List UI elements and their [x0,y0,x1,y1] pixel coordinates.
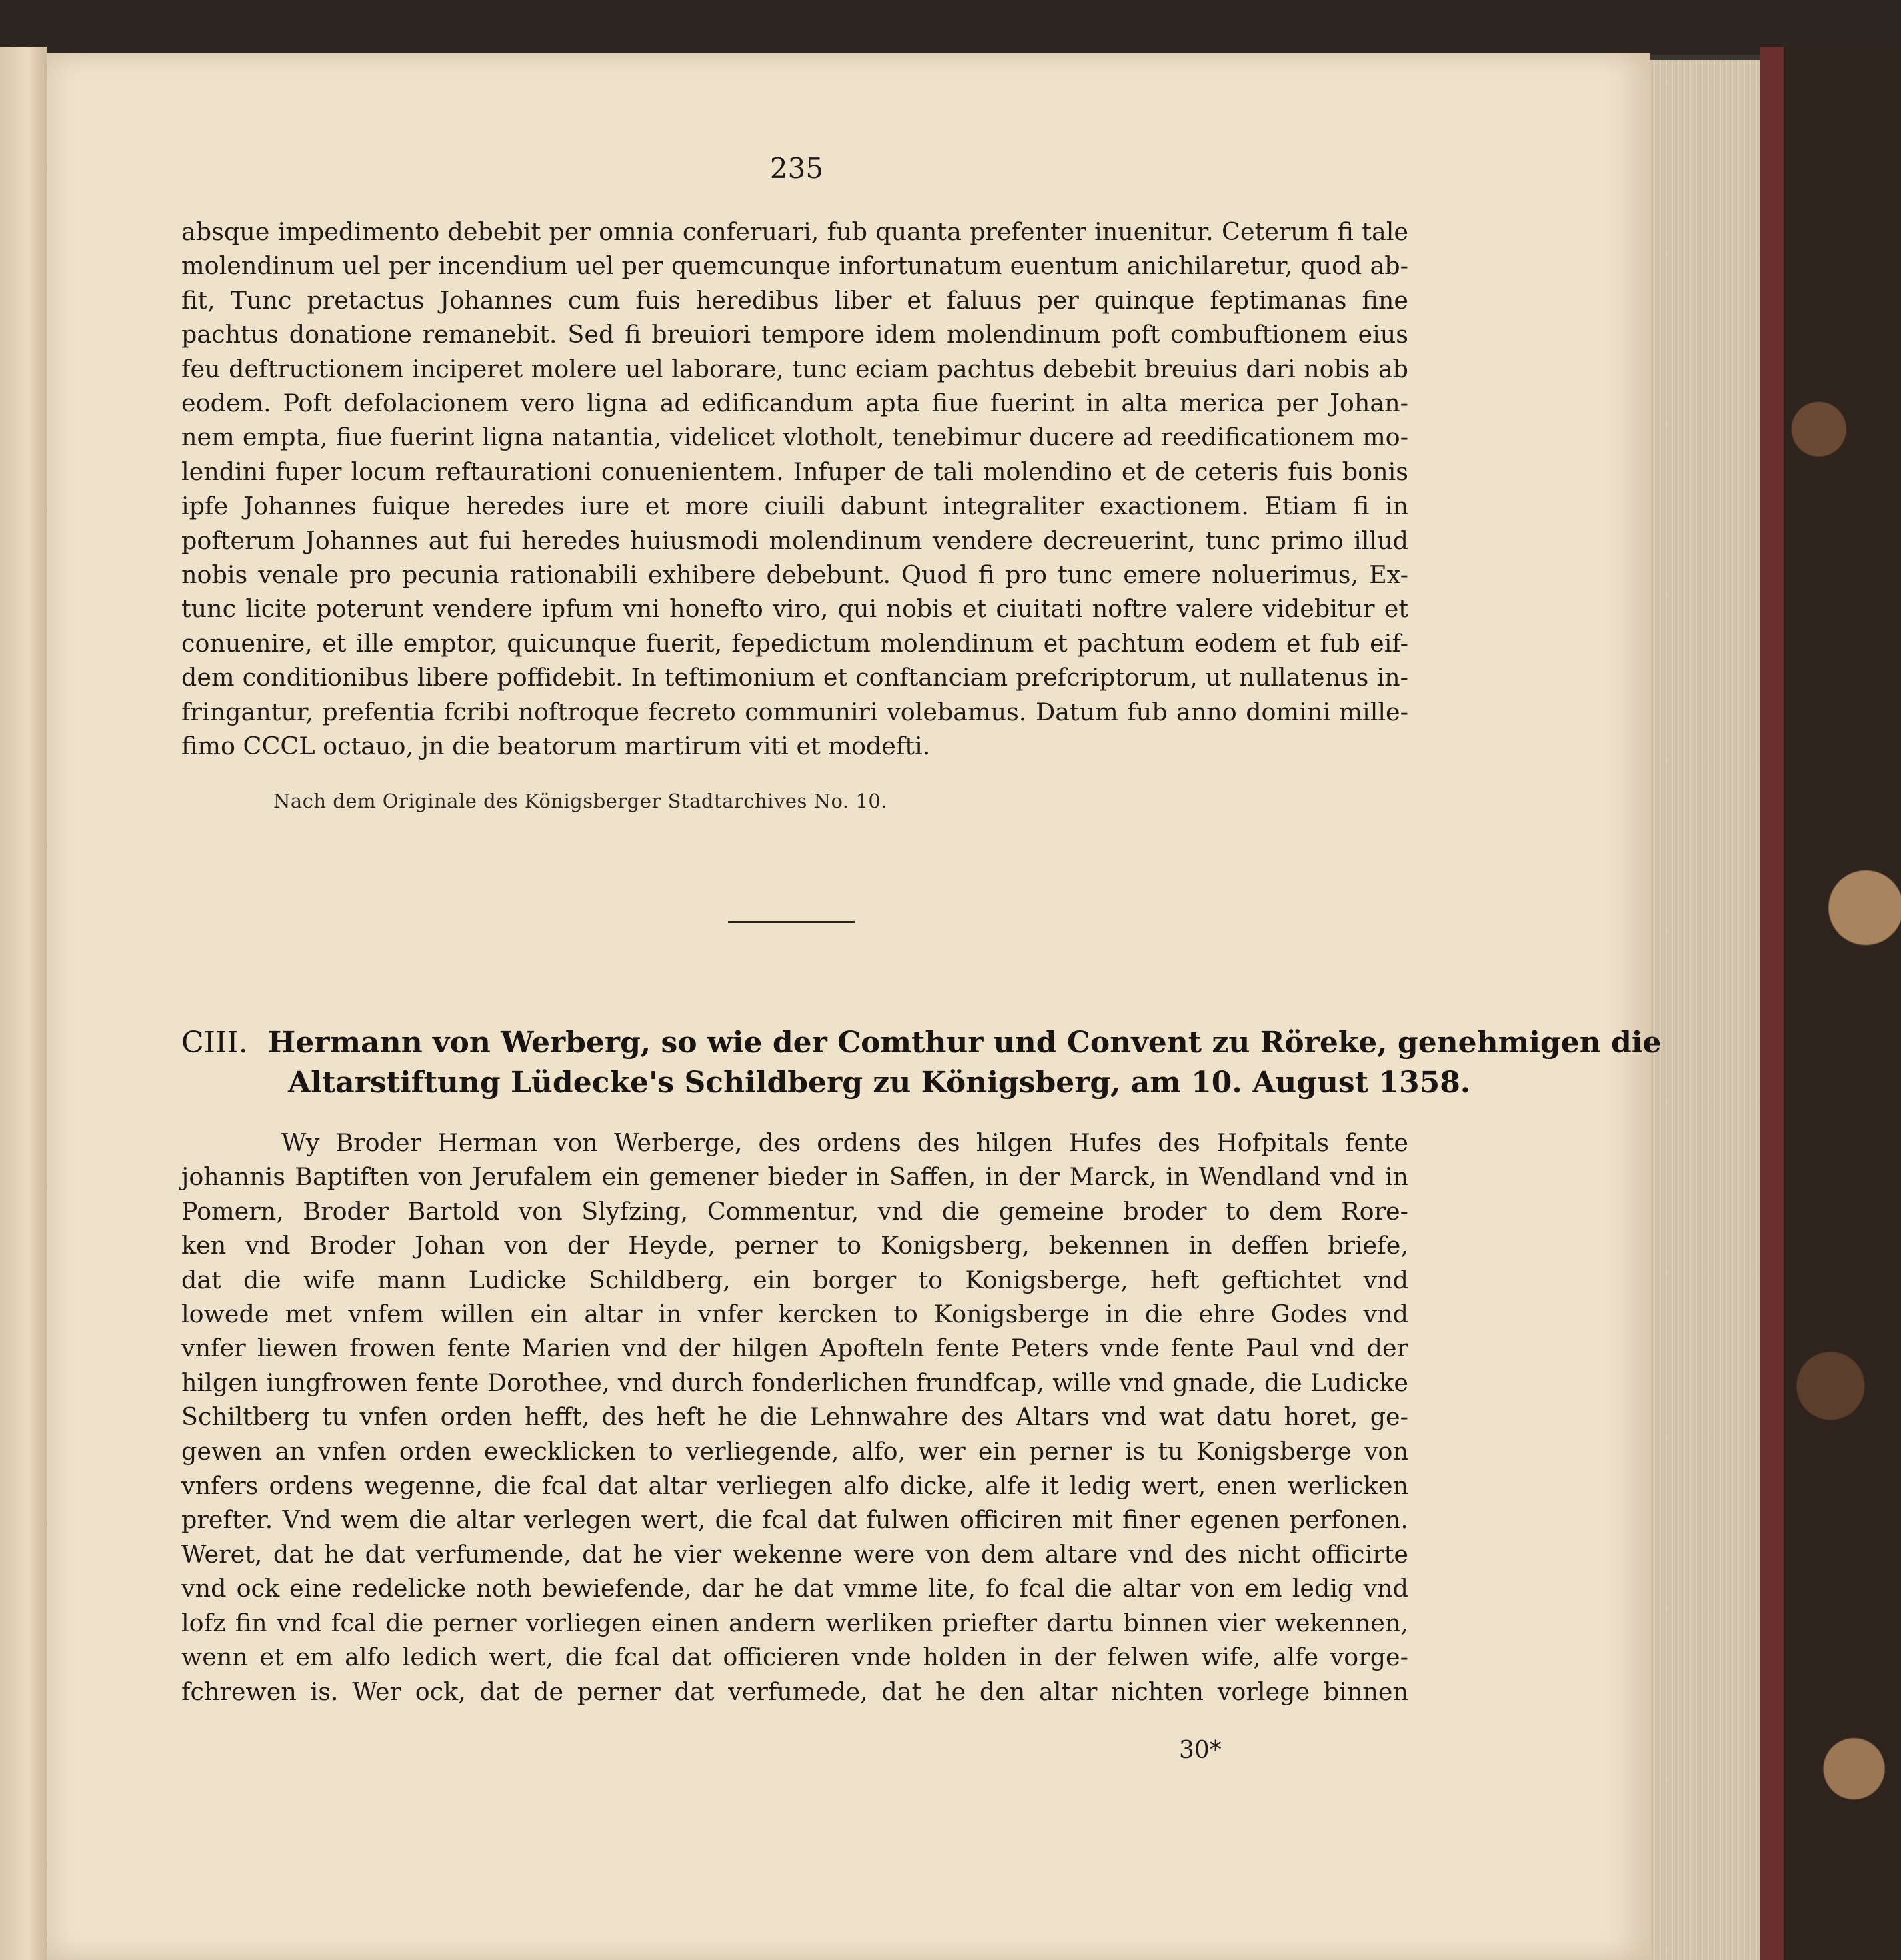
heading-text-1: Hermann von Werberg, so wie der Comthur und Convent zu Röreke, genehmigen die [267,1026,1662,1060]
signature-mark: 30* [1179,1737,1222,1764]
text-line: lofz fin vnd fcal die perner vorliegen einen andern werliken priefter dartu binnen vier wekennen, [181,1608,1408,1637]
text-line: fimo CCCL octauo, jn die beatorum martirum viti et modefti. [181,732,931,761]
text-line: fringantur, prefentia fcribi noftroque fecreto communiri volebamus. Datum fub anno domini mille- [181,697,1408,726]
text-line: vnfer liewen frowen fente Marien vnd der hilgen Apofteln fente Peters vnde fente Paul vnd der [181,1334,1408,1363]
text-line: fchrewen is. Wer ock, dat de perner dat verfumede, dat he den altar nichten vorlege binnen [181,1677,1408,1706]
page-number: 235 [769,152,824,185]
text-line: Schiltberg tu vnfen orden hefft, des heft he die Lehnwahre des Altars vnd wat datu horet, ge- [181,1402,1408,1432]
text-line: johannis Baptiften von Jerufalem ein gemener bieder in Saffen, in der Marck, in Wendland vnd in [181,1162,1408,1192]
text-line: vnd ock eine redelicke noth bewiefende, dar he dat vmme lite, fo fcal die altar von em ledig vnd [181,1574,1408,1603]
text-line: fit, Tunc pretactus Johannes cum fuis heredibus liber et faluus per quinque feptimanas fine [181,285,1408,315]
left-page-edge [0,47,47,1960]
text-line: prefter. Vnd wem die altar verlegen wert, die fcal dat fulwen officiren mit finer egenen perfonen. [181,1505,1408,1535]
source-note: Nach dem Originale des Königsberger Stadtarchives No. 10. [273,790,887,812]
text-line: molendinum uel per incendium uel per quemcunque infortunatum euentum anichilaretur, quod ab- [181,251,1408,281]
text-line: dat die wife mann Ludicke Schildberg, ein borger to Konigsberge, heft geftichtet vnd [181,1265,1408,1294]
text-line: dem conditionibus libere poffidebit. In teftimonium et conftanciam prefcriptorum, ut nullatenus in- [181,663,1408,692]
heading-line-1 [181,1023,1662,1063]
text-line: lowede met vnfem willen ein altar in vnfer kercken to Konigsberge in die ehre Godes vnd [181,1300,1408,1329]
text-line: gewen an vnfen orden ewecklicken to verliegende, alfo, wer ein perner is tu Konigsberge von [181,1436,1408,1466]
text-line: Wy Broder Herman von Werberge, des ordens des hilgen Hufes des Hofpitals fente [281,1128,1408,1157]
marbled-cover [1784,47,1901,1960]
text-line: pachtus donatione remanebit. Sed fi breuiori tempore idem molendinum poft combuftionem eius [181,320,1408,349]
text-line: wenn et em alfo ledich wert, die fcal dat officieren vnde holden in der felwen wife, alfe vorge- [181,1643,1408,1672]
text-line: lendini fuper locum reftaurationi conuenientem. Infuper de tali molendino et de ceteris fuis bonis [181,457,1408,486]
text-line: absque impedimento debebit per omnia conferuari, fub quanta prefenter inuenitur. Ceterum fi tale [181,217,1408,246]
book-top-band [0,0,1901,55]
text-line: ipfe Johannes fuique heredes iure et more ciuili dabunt integraliter exactionem. Etiam fi in [181,492,1408,521]
text-line: hilgen iungfrowen fente Dorothee, vnd durch fonderlichen frundfcap, wille vnd gnade, die Ludicke [181,1368,1408,1397]
text-line: nem empta, fiue fuerint ligna natantia, videlicet vlotholt, tenebimur ducere ad reedificationem mo- [181,423,1408,452]
text-line: ken vnd Broder Johan von der Heyde, perner to Konigsberg, bekennen in deffen briefe, [181,1231,1408,1260]
text-line: conuenire, et ille emptor, quicunque fuerit, fepedictum molendinum et pachtum eodem et fub eif- [181,628,1408,658]
latin-paragraph [181,215,1408,764]
document-number: CIII. [181,1026,248,1060]
text-line: feu deftructionem inciperet molere uel laborare, tunc eciam pachtus debebit breuius dari nobis ab [181,354,1408,383]
text-line: eodem. Poft defolacionem vero ligna ad edificandum apta fiue fuerint in alta merica per Johan- [181,389,1408,418]
text-line: Weret, dat he dat verfumende, dat he vier wekenne were von dem altare vnd des nicht officirte [181,1539,1408,1569]
text-line: vnfers ordens wegenne, die fcal dat altar verliegen alfo dicke, alfe it ledig wert, enen werlicken [181,1471,1408,1501]
text-line: nobis venale pro pecunia rationabili exhibere debebunt. Quod fi pro tunc emere noluerimus, Ex- [181,560,1408,590]
text-line: Pomern, Broder Bartold von Slyfzing, Commentur, vnd die gemeine broder to dem Rore- [181,1196,1408,1226]
text-line: pofterum Johannes aut fui heredes huiusmodi molendinum vendere decreuerint, tunc primo illud [181,526,1408,555]
heading-line-2: Altarstiftung Lüdecke's Schildberg zu Königsberg, am 10. August 1358. [288,1066,1471,1100]
text-line: tunc licite poterunt vendere ipfum vni honefto viro, qui nobis et ciuitati noftre valere videbitur et [181,594,1408,624]
section-divider [728,921,855,923]
german-paragraph [181,1126,1408,1709]
document-heading [181,1023,1662,1103]
